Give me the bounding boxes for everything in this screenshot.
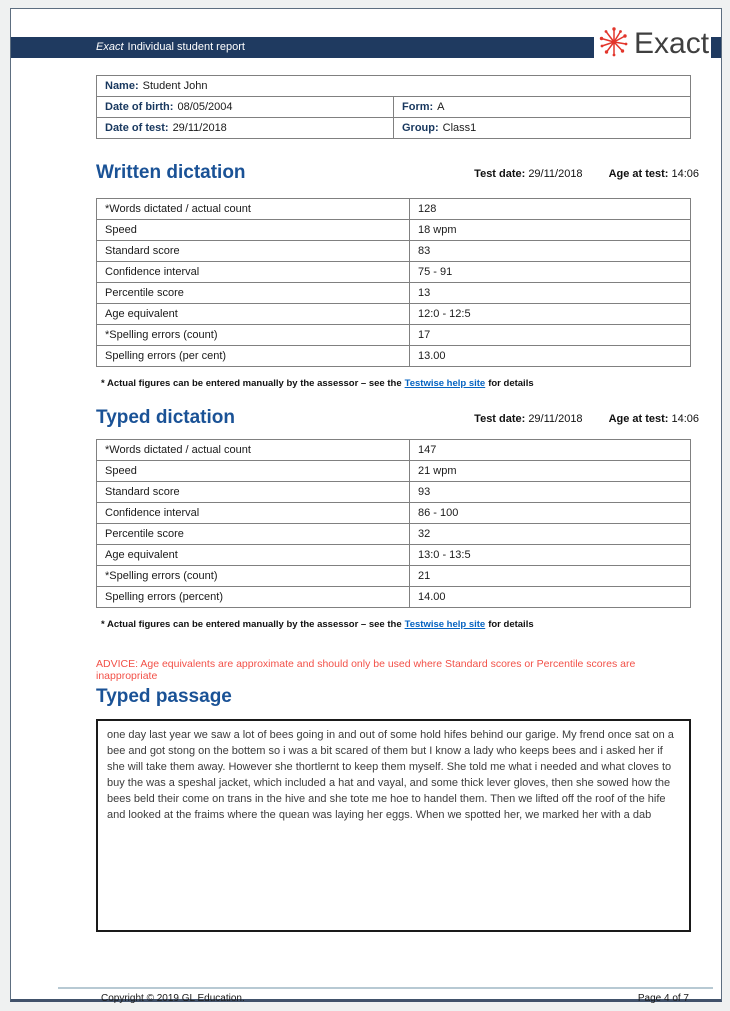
report-title-product: Exact (96, 41, 124, 53)
metric-value-cell: 128 (410, 199, 691, 220)
written-dictation-meta (474, 168, 699, 180)
metric-label-cell: Speed (97, 220, 410, 241)
typed-dictation-meta (474, 413, 699, 425)
info-cell-test-date (97, 118, 394, 139)
metric-label-cell: Spelling errors (per cent) (97, 346, 410, 367)
table-row (97, 118, 691, 139)
metric-value-cell: 86 - 100 (410, 503, 691, 524)
written-dictation-header (96, 161, 699, 185)
table-row (97, 325, 691, 346)
info-label: Date of test: (105, 122, 169, 134)
advice-text: ADVICE: Age equivalents are approximate and should only be used where Standard scores or Percentile scores are inappropriate (96, 658, 636, 682)
info-label: Date of birth: (105, 101, 174, 113)
metric-value-cell: 21 wpm (410, 461, 691, 482)
table-row (97, 241, 691, 262)
testwise-help-link[interactable]: Testwise help site (404, 378, 486, 389)
table-row (97, 524, 691, 545)
page-number: Page 4 of 7 (637, 993, 689, 1004)
footer-divider (58, 987, 713, 989)
metric-label-cell: Age equivalent (97, 304, 410, 325)
copyright-text: Copyright © 2019 GL Education. (101, 993, 245, 1004)
metric-value-cell: 17 (410, 325, 691, 346)
assessor-footnote (101, 619, 699, 630)
metric-value-cell: 13:0 - 13:5 (410, 545, 691, 566)
footnote-suffix: for details (488, 619, 534, 630)
metric-label-cell: Speed (97, 461, 410, 482)
table-row (97, 199, 691, 220)
age-at-test-value: 14:06 (671, 168, 699, 180)
table-row (97, 482, 691, 503)
table-row (97, 587, 691, 608)
section-title-typed-dictation: Typed dictation (96, 407, 235, 428)
info-value: A (437, 101, 445, 113)
metric-value-cell: 12:0 - 12:5 (410, 304, 691, 325)
metric-value-cell: 147 (410, 440, 691, 461)
info-cell-group (394, 118, 691, 139)
testwise-help-link[interactable]: Testwise help site (404, 619, 486, 630)
footnote-prefix: * Actual figures can be entered manually by the assessor – see the (101, 619, 402, 630)
written-dictation-table (96, 198, 691, 367)
test-date-value: 29/11/2018 (528, 168, 583, 180)
info-value: Student John (142, 80, 208, 92)
info-cell-name (97, 76, 691, 97)
table-row (97, 461, 691, 482)
metric-label-cell: *Words dictated / actual count (97, 440, 410, 461)
typed-dictation-header (96, 406, 699, 430)
table-row (97, 346, 691, 367)
info-value: Class1 (442, 122, 477, 134)
table-row (97, 304, 691, 325)
test-date-label: Test date: (474, 413, 526, 425)
footer (101, 993, 689, 1004)
typed-dictation-table (96, 439, 691, 608)
metric-value-cell: 18 wpm (410, 220, 691, 241)
metric-label-cell: *Spelling errors (count) (97, 566, 410, 587)
table-row (97, 545, 691, 566)
section-title-typed-passage: Typed passage (96, 686, 232, 707)
table-row (97, 566, 691, 587)
metric-label-cell: Spelling errors (percent) (97, 587, 410, 608)
table-row (97, 97, 691, 118)
metric-value-cell: 14.00 (410, 587, 691, 608)
metric-value-cell: 83 (410, 241, 691, 262)
typed-passage-header (96, 685, 699, 709)
metric-label-cell: Age equivalent (97, 545, 410, 566)
typed-passage-text: one day last year we saw a lot of bees going in and out of some hold hifes behind our garige. My frend once sat on a bee and got stong on the bottem so i was a bit scared of them but I know a lady who keeps bees and i asked her if she will take them away. However she thortlernt to keep them myself. She told me what i needed and what cloves to buy the was a speshal jacket, which included a hat and vayal, and some thick lever gloves, then she sowed how the bees beld their come on trans in the hive and she tote me hoe to handel them. Then we lifted off the roof of the hife and looked at the fraims where the quean was laying her eggs. When we spotted her, we marked her with a dab (107, 729, 674, 821)
info-label: Group: (402, 122, 439, 134)
report-header-bar (11, 37, 594, 58)
info-label: Form: (402, 101, 434, 113)
metric-label-cell: Confidence interval (97, 262, 410, 283)
metric-label-cell: *Spelling errors (count) (97, 325, 410, 346)
info-cell-dob (97, 97, 394, 118)
age-at-test-label: Age at test: (608, 168, 669, 180)
metric-label-cell: Standard score (97, 241, 410, 262)
exact-logo-text: Exact (634, 27, 710, 60)
info-label: Name: (105, 80, 139, 92)
info-value: 08/05/2004 (177, 101, 233, 113)
report-title (11, 37, 594, 58)
table-row (97, 220, 691, 241)
info-value: 29/11/2018 (172, 122, 227, 134)
metric-value-cell: 93 (410, 482, 691, 503)
table-row (97, 503, 691, 524)
metric-value-cell: 75 - 91 (410, 262, 691, 283)
footnote-prefix: * Actual figures can be entered manually by the assessor – see the (101, 378, 402, 389)
metric-value-cell: 21 (410, 566, 691, 587)
exact-logo (594, 23, 711, 65)
age-at-test-value: 14:06 (671, 413, 699, 425)
exact-logo-starburst-icon (596, 24, 632, 65)
table-row (97, 440, 691, 461)
metric-value-cell: 13 (410, 283, 691, 304)
footnote-suffix: for details (488, 378, 534, 389)
metric-label-cell: Percentile score (97, 524, 410, 545)
report-page (10, 8, 722, 1002)
metric-label-cell: Standard score (97, 482, 410, 503)
info-cell-form (394, 97, 691, 118)
metric-label-cell: Confidence interval (97, 503, 410, 524)
metric-value-cell: 13.00 (410, 346, 691, 367)
table-row (97, 76, 691, 97)
student-info-table (96, 75, 691, 139)
test-date-value: 29/11/2018 (528, 413, 583, 425)
report-title-rest: Individual student report (127, 41, 245, 53)
table-row (97, 283, 691, 304)
typed-passage-box (96, 719, 691, 932)
assessor-footnote (101, 378, 699, 389)
section-title-written-dictation: Written dictation (96, 162, 246, 183)
age-at-test-label: Age at test: (608, 413, 669, 425)
metric-value-cell: 32 (410, 524, 691, 545)
metric-label-cell: *Words dictated / actual count (97, 199, 410, 220)
metric-label-cell: Percentile score (97, 283, 410, 304)
test-date-label: Test date: (474, 168, 526, 180)
table-row (97, 262, 691, 283)
